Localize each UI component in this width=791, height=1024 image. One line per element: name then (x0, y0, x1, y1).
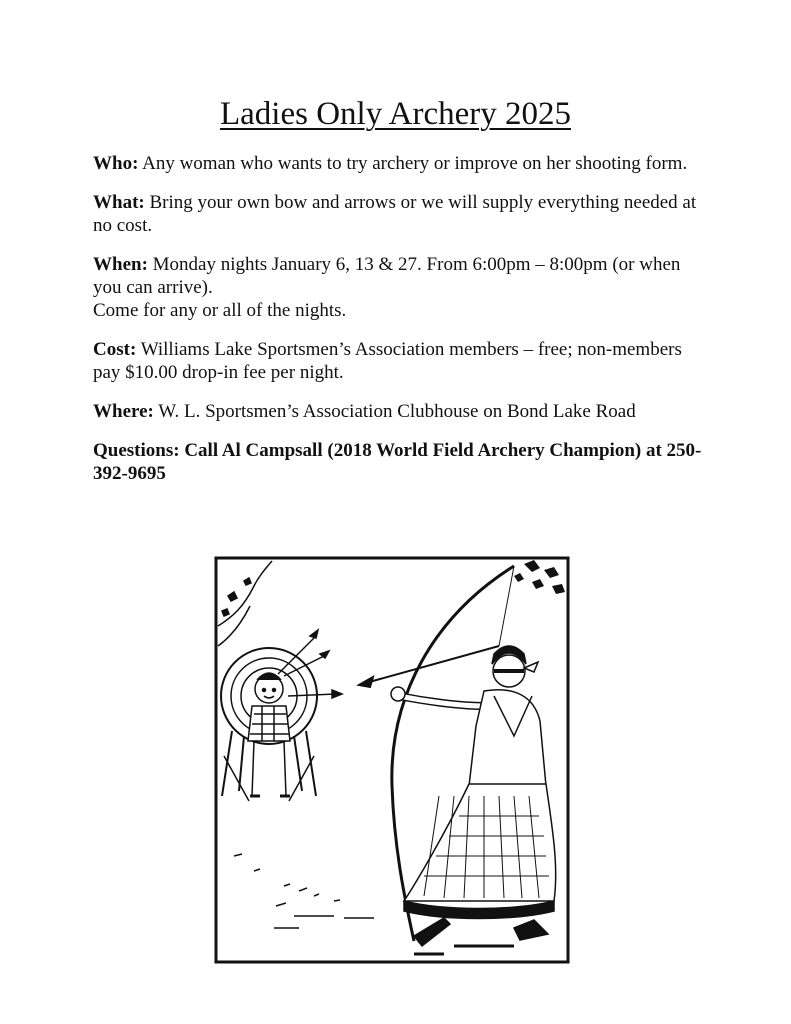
where-text: W. L. Sportsmen’s Association Clubhouse on Bond Lake Road (158, 401, 636, 422)
what-label: What: (93, 192, 145, 213)
when-text-2: Come for any or all of the nights. (93, 300, 347, 321)
cost-section (93, 338, 703, 384)
when-label: When: (93, 254, 148, 275)
where-section (93, 400, 703, 423)
questions-section: Questions: Call Al Campsall (2018 World Field Archery Champion) at 250-392-9695 (93, 440, 702, 484)
who-section (93, 152, 703, 175)
when-section (93, 253, 703, 322)
what-section (93, 191, 703, 237)
cost-label: Cost: (93, 339, 137, 360)
where-label: Where: (93, 401, 154, 422)
page-title: Ladies Only Archery 2025 (220, 96, 571, 132)
archery-illustration (214, 556, 570, 964)
cost-text: Williams Lake Sportsmen’s Association members – free; non-members pay $10.00 drop-in fee per night. (93, 339, 682, 383)
who-text: Any woman who wants to try archery or improve on her shooting form. (142, 153, 688, 174)
event-details (93, 152, 703, 485)
when-text: Monday nights January 6, 13 & 27. From 6:00pm – 8:00pm (or when you can arrive). (93, 254, 681, 298)
what-text: Bring your own bow and arrows or we will supply everything needed at no cost. (93, 192, 697, 236)
who-label: Who: (93, 153, 139, 174)
